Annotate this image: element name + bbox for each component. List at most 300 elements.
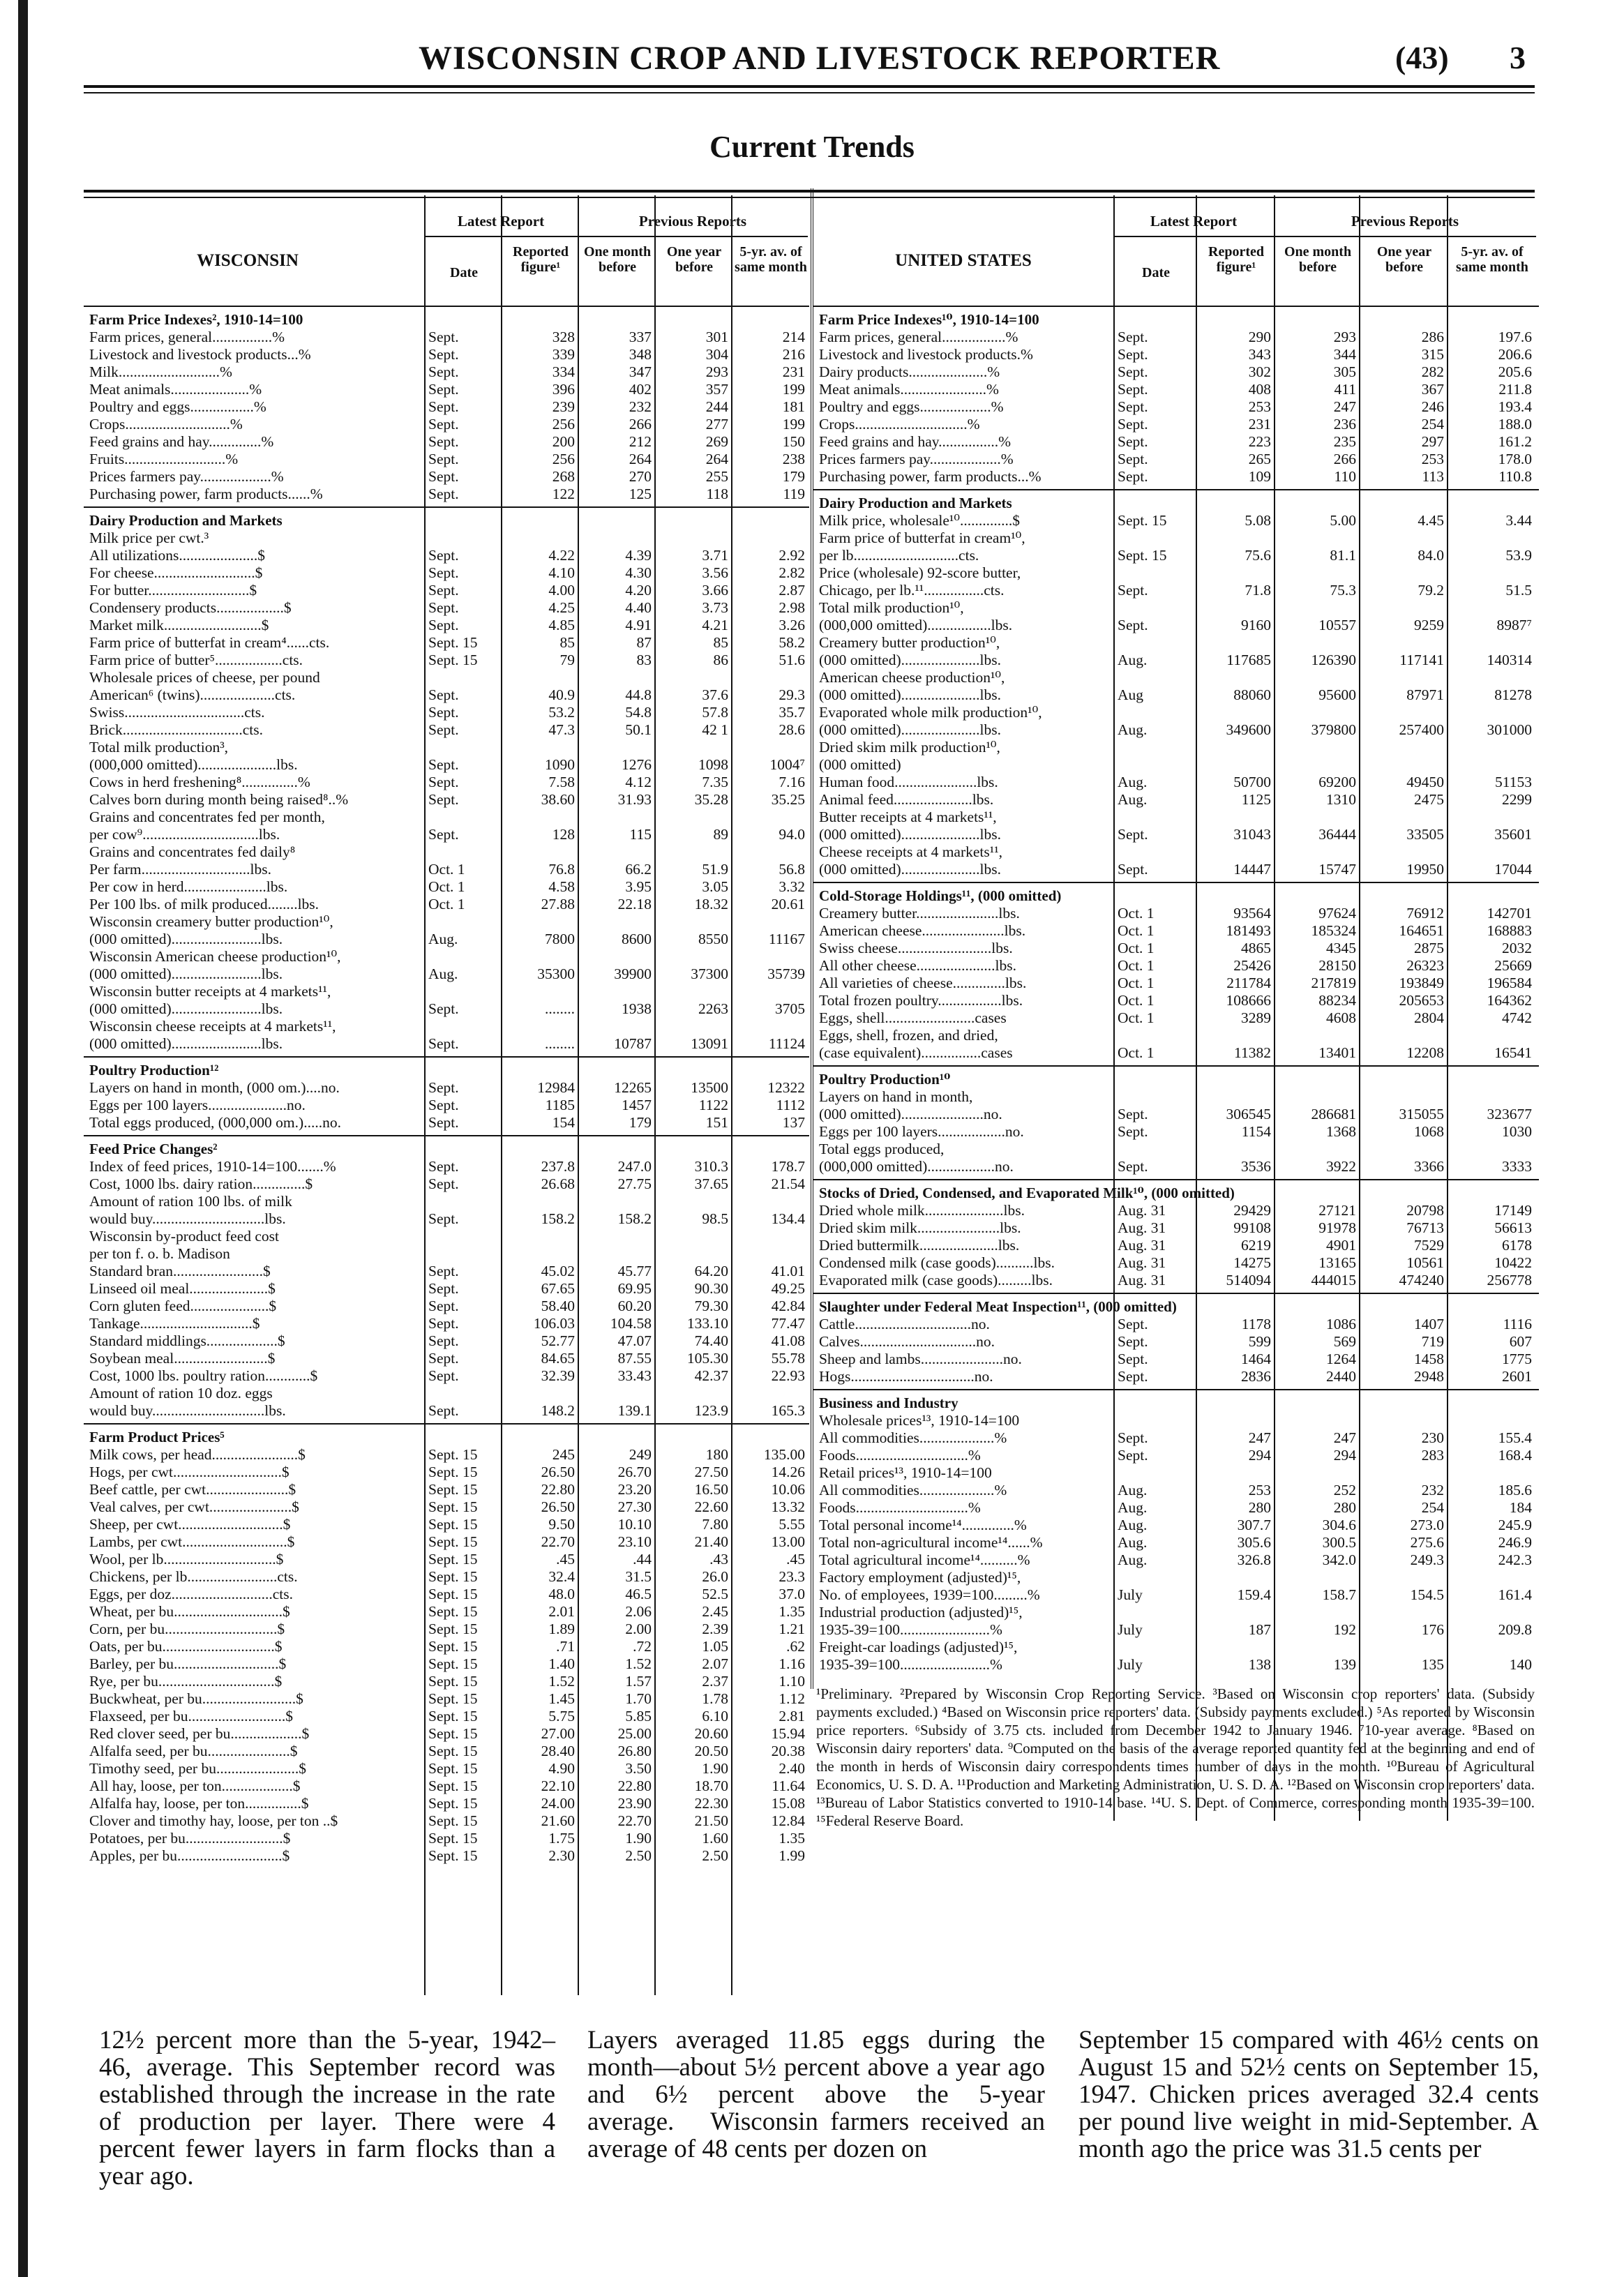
- row-label: Feed grains and hay..............%: [89, 433, 274, 450]
- cell-y: 3.66: [702, 582, 728, 599]
- cell-date: Sept.: [428, 398, 459, 415]
- cell-date: Aug. 31: [1118, 1237, 1166, 1254]
- table-row: [84, 451, 809, 468]
- table-row: [813, 1027, 1539, 1044]
- cell-rep: .45: [556, 1551, 575, 1568]
- table-row: [84, 1158, 809, 1175]
- cell-date: Aug: [1118, 686, 1144, 703]
- section-title: Current Trends: [709, 130, 915, 164]
- table-row: [813, 992, 1539, 1009]
- table-row: [84, 1446, 809, 1464]
- cell-rep: 11382: [1234, 1044, 1271, 1061]
- cell-m: 27.75: [617, 1175, 652, 1192]
- table-row: [84, 1228, 809, 1245]
- cell-y: 2263: [698, 1000, 728, 1017]
- row-label: Price (wholesale) 92-score butter,: [819, 564, 1021, 581]
- cell-rep: 265: [1248, 451, 1271, 467]
- cell-y: 22.60: [694, 1498, 728, 1515]
- row-label: Amount of ration 10 doz. eggs: [89, 1385, 273, 1401]
- table-section: [813, 1070, 1539, 1175]
- cell-rep: 231: [1248, 416, 1271, 433]
- table-row: [84, 1385, 809, 1402]
- cell-m: 22.80: [617, 1778, 652, 1794]
- table-row: [813, 451, 1539, 468]
- cell-rep: 22.80: [541, 1481, 575, 1498]
- cell-y: 20798: [1406, 1202, 1444, 1219]
- cell-date: Sept.: [1118, 416, 1148, 433]
- row-label: Index of feed prices, 1910-14=100.......%: [89, 1158, 336, 1175]
- cell-m: 23.20: [617, 1481, 652, 1498]
- cell-rep: 1.40: [548, 1655, 575, 1672]
- cell-a: 1004⁷: [769, 756, 805, 773]
- column-header-date: Date: [1142, 265, 1170, 280]
- section-rule: [813, 1293, 1539, 1294]
- table-row: [84, 913, 809, 931]
- cell-date: Sept.: [428, 363, 459, 380]
- table-row: [84, 686, 809, 704]
- cell-m: 66.2: [625, 861, 652, 878]
- cell-m: 87: [636, 634, 652, 651]
- cell-date: Aug. 31: [1118, 1219, 1166, 1236]
- table-row: [813, 1604, 1539, 1621]
- table-row: [813, 529, 1539, 547]
- cell-rep: 256: [552, 451, 575, 467]
- cell-y: 20.50: [694, 1743, 728, 1759]
- table-row: [84, 791, 809, 809]
- cell-y: 3366: [1414, 1158, 1444, 1175]
- cell-m: 104.58: [610, 1315, 652, 1332]
- cell-m: 192: [1333, 1621, 1356, 1638]
- cell-m: 27121: [1318, 1202, 1356, 1219]
- table-row: [813, 1639, 1539, 1656]
- cell-date: Oct. 1: [428, 861, 465, 878]
- section-heading: Dairy Production and Markets: [819, 495, 1012, 511]
- row-label: Wholesale prices of cheese, per pound: [89, 669, 320, 686]
- cell-rep: 187: [1248, 1621, 1271, 1638]
- cell-date: Sept. 15: [428, 1847, 478, 1864]
- cell-a: 110.8: [1498, 468, 1532, 485]
- cell-y: 1.78: [702, 1690, 728, 1707]
- row-label: (000 omitted)........................lbs.: [89, 1000, 283, 1017]
- cell-a: 56.8: [779, 861, 805, 878]
- cell-rep: 599: [1248, 1333, 1271, 1350]
- row-label: Livestock and livestock products.%: [819, 346, 1033, 363]
- cell-y: 6.10: [702, 1708, 728, 1724]
- cell-a: 81278: [1494, 686, 1532, 703]
- table-row: [813, 433, 1539, 451]
- cell-date: Sept.: [1118, 1333, 1148, 1350]
- cell-y: 1122: [698, 1097, 728, 1113]
- cell-m: 31.93: [617, 791, 652, 808]
- row-label: All hay, loose, per ton...................$: [89, 1778, 301, 1794]
- cell-rep: 88060: [1233, 686, 1271, 703]
- table-row: [813, 1202, 1539, 1219]
- section-heading: Farm Product Prices⁵: [89, 1429, 225, 1445]
- row-label: Corn gluten feed.....................$: [89, 1298, 277, 1314]
- cell-date: Sept. 15: [428, 1778, 478, 1794]
- cell-date: Sept.: [428, 1000, 459, 1017]
- cell-rep: 305.6: [1237, 1534, 1271, 1551]
- table-row: [84, 346, 809, 363]
- cell-a: 196584: [1487, 975, 1532, 991]
- row-label: Beef cattle, per cwt......................$: [89, 1481, 296, 1498]
- cell-date: Sept.: [428, 416, 459, 433]
- cell-m: 95600: [1318, 686, 1356, 703]
- page-header: [84, 36, 1535, 85]
- cell-m: 1938: [622, 1000, 652, 1017]
- table-row: [84, 948, 809, 965]
- cell-date: Sept.: [428, 1263, 459, 1279]
- section-rule: [813, 882, 1539, 883]
- table-row: [84, 1847, 809, 1865]
- cell-date: Sept.: [1118, 329, 1148, 345]
- cell-m: 2.06: [625, 1603, 652, 1620]
- row-label: Wisconsin cheese receipts at 4 markets¹¹,: [89, 1018, 336, 1035]
- cell-y: 3.56: [702, 564, 728, 581]
- table-row: [84, 564, 809, 582]
- cell-a: 245.9: [1498, 1517, 1532, 1533]
- table-row: [84, 1402, 809, 1420]
- cell-m: 26.70: [617, 1464, 652, 1480]
- cell-a: 35.25: [771, 791, 805, 808]
- cell-date: Sept.: [1118, 617, 1148, 633]
- table-row: [84, 983, 809, 1000]
- cell-y: 22.30: [694, 1795, 728, 1812]
- row-label: Foods..............................%: [819, 1447, 981, 1464]
- table-row: [84, 1621, 809, 1638]
- cell-a: 17149: [1494, 1202, 1532, 1219]
- cell-m: 4.39: [625, 547, 652, 564]
- section-rule: [84, 506, 809, 508]
- cell-rep: 35300: [537, 965, 575, 982]
- cell-m: 4.20: [625, 582, 652, 599]
- cell-a: 2601: [1502, 1368, 1532, 1385]
- table-row: [84, 843, 809, 861]
- cell-m: 266: [1333, 451, 1356, 467]
- cell-a: 209.8: [1498, 1621, 1532, 1638]
- cell-m: 252: [1333, 1482, 1356, 1498]
- body-column-1: 12½ percent more than the 5-year, 1942–46, average. This September record was established through the increase in the rate of production per layer. There were 4 percent fewer layers in farm flocks than a year ago.: [99, 2026, 555, 2190]
- row-label: (000 omitted).....................lbs.: [819, 721, 1001, 738]
- cell-rep: 29429: [1233, 1202, 1271, 1219]
- cell-date: Sept.: [428, 582, 459, 599]
- cell-y: 244: [705, 398, 728, 415]
- row-label: Poultry and eggs...................%: [819, 398, 1004, 415]
- row-label: Farm price of butterfat in cream⁴......cts.: [89, 634, 330, 651]
- cell-a: 17044: [1494, 861, 1532, 878]
- table-section: [813, 1298, 1539, 1385]
- row-label: Eggs per 100 layers..................no.: [819, 1123, 1024, 1140]
- row-label: Meat animals.......................%: [819, 381, 999, 398]
- table-row: [813, 905, 1539, 922]
- cell-rep: 2.30: [548, 1847, 575, 1864]
- table-row: [813, 329, 1539, 346]
- cell-y: 3.71: [702, 547, 728, 564]
- cell-a: 2.87: [779, 582, 805, 599]
- cell-m: 46.5: [625, 1586, 652, 1602]
- cell-m: 266: [629, 416, 652, 433]
- cell-a: 3333: [1502, 1158, 1532, 1175]
- table-section: [813, 1184, 1539, 1289]
- cell-m: 5.85: [625, 1708, 652, 1724]
- cell-m: 300.5: [1322, 1534, 1356, 1551]
- cell-rep: 27.00: [541, 1725, 575, 1742]
- cell-date: Aug. 31: [1118, 1254, 1166, 1271]
- table-row: [84, 381, 809, 398]
- row-label: Wholesale prices¹³, 1910-14=100: [819, 1412, 1020, 1429]
- row-label: Meat animals.....................%: [89, 381, 262, 398]
- row-label: Clover and timothy hay, loose, per ton ..$: [89, 1812, 338, 1829]
- table-section: [84, 1428, 809, 1865]
- cell-m: 23.10: [617, 1533, 652, 1550]
- row-label: Factory employment (adjusted)¹⁵,: [819, 1569, 1021, 1586]
- cell-m: 185324: [1311, 922, 1356, 939]
- cell-m: 60.20: [617, 1298, 652, 1314]
- cell-m: 75.3: [1330, 582, 1356, 599]
- cell-rep: 45.02: [541, 1263, 575, 1279]
- table-row: [84, 861, 809, 878]
- cell-a: 3.44: [1505, 512, 1532, 529]
- table-row: [84, 1708, 809, 1725]
- cell-m: 3922: [1326, 1158, 1356, 1175]
- column-header-year: One year before: [1376, 244, 1432, 275]
- table-row: [84, 1481, 809, 1498]
- table-row: [84, 704, 809, 721]
- row-label: Chicago, per lb.¹¹................cts.: [819, 582, 1005, 599]
- cell-y: 89: [713, 826, 728, 843]
- cell-m: .72: [633, 1638, 652, 1655]
- cell-y: 1.90: [702, 1760, 728, 1777]
- cell-m: 10557: [1318, 617, 1356, 633]
- row-label: Milk price, wholesale¹⁰..............$: [819, 512, 1020, 529]
- cell-date: Sept.: [1118, 363, 1148, 380]
- cell-a: 22.93: [771, 1367, 805, 1384]
- cell-rep: 237.8: [541, 1158, 575, 1175]
- cell-y: 310.3: [694, 1158, 728, 1175]
- table-row: [84, 1114, 809, 1132]
- cell-y: 164651: [1399, 922, 1444, 939]
- cell-y: 7.35: [702, 774, 728, 790]
- cell-date: Aug.: [1118, 1482, 1148, 1498]
- cell-y: 42 1: [702, 721, 728, 738]
- cell-a: 35601: [1494, 826, 1532, 843]
- table-row: [813, 721, 1539, 739]
- cell-y: 151: [705, 1114, 728, 1131]
- cell-a: 1112: [776, 1097, 805, 1113]
- cell-date: Sept.: [428, 468, 459, 485]
- cell-date: Sept.: [428, 486, 459, 502]
- row-label: Market milk..........................$: [89, 617, 269, 633]
- cell-a: 13.32: [771, 1498, 805, 1515]
- table-row: [84, 1315, 809, 1332]
- cell-date: Sept.: [1118, 1123, 1148, 1140]
- cell-date: Sept.: [428, 1367, 459, 1384]
- cell-rep: 4.22: [548, 547, 575, 564]
- cell-rep: 108666: [1226, 992, 1271, 1009]
- row-label: Evaporated whole milk production¹⁰,: [819, 704, 1042, 721]
- cell-m: 347: [629, 363, 652, 380]
- cell-m: 344: [1333, 346, 1356, 363]
- table-row: [813, 512, 1539, 529]
- table-row: [813, 940, 1539, 957]
- section-heading: Dairy Production and Markets: [89, 512, 283, 529]
- table-row: [813, 1534, 1539, 1551]
- row-label: Wisconsin by-product feed cost: [89, 1228, 279, 1245]
- cell-m: 31.5: [625, 1568, 652, 1585]
- cell-a: 28.6: [779, 721, 805, 738]
- cell-rep: 106.03: [533, 1315, 575, 1332]
- cell-y: 277: [705, 416, 728, 433]
- row-label: Total milk production¹⁰,: [819, 599, 964, 616]
- row-label: Tankage..............................$: [89, 1315, 260, 1332]
- cell-y: 90.30: [694, 1280, 728, 1297]
- cell-m: 2440: [1326, 1368, 1356, 1385]
- section-heading: Stocks of Dried, Condensed, and Evaporated Milk¹⁰, (000 omitted): [819, 1185, 1235, 1201]
- cell-m: 249: [629, 1446, 652, 1463]
- cell-rep: 328: [552, 329, 575, 345]
- section-rule: [813, 1065, 1539, 1067]
- cell-y: 180: [705, 1446, 728, 1463]
- cell-date: Aug.: [1118, 721, 1148, 738]
- row-label: (000,000 omitted).................lbs.: [819, 617, 1013, 633]
- section-heading: Slaughter under Federal Meat Inspection¹¹, (000 omitted): [819, 1298, 1177, 1315]
- row-label: per ton f. o. b. Madison: [89, 1245, 230, 1262]
- cell-m: 158.7: [1322, 1586, 1356, 1603]
- cell-y: 113: [1422, 468, 1444, 485]
- cell-a: 25669: [1494, 957, 1532, 974]
- cell-date: July: [1118, 1656, 1143, 1673]
- column-header-month: One month before: [583, 244, 652, 275]
- cell-m: 91978: [1318, 1219, 1356, 1236]
- cell-date: Oct. 1: [428, 878, 465, 895]
- row-label: Dried whole milk.....................lbs.: [819, 1202, 1025, 1219]
- cell-y: 76713: [1406, 1219, 1444, 1236]
- cell-y: 1.05: [702, 1638, 728, 1655]
- cell-rep: 117685: [1226, 652, 1271, 668]
- cell-date: Sept.: [428, 599, 459, 616]
- cell-a: 188.0: [1498, 416, 1532, 433]
- row-label: Evaporated milk (case goods).........lbs.: [819, 1272, 1053, 1288]
- cell-m: 12265: [614, 1079, 652, 1096]
- section-heading: Business and Industry: [819, 1395, 958, 1411]
- cell-m: 342.0: [1322, 1551, 1356, 1568]
- row-label: Farm prices, general.................%: [819, 329, 1018, 345]
- cell-a: 1116: [1503, 1316, 1532, 1332]
- cell-y: 2.39: [702, 1621, 728, 1637]
- cell-m: 13401: [1318, 1044, 1356, 1061]
- row-label: Swiss cheese.........................lbs.: [819, 940, 1013, 956]
- cell-y: 2875: [1414, 940, 1444, 956]
- table-row: [813, 1656, 1539, 1674]
- row-label: Dairy products.....................%: [819, 363, 1000, 380]
- table-row: [84, 1533, 809, 1551]
- table-row: [84, 1603, 809, 1621]
- cell-date: Sept. 15: [428, 1725, 478, 1742]
- column-header-month: One month before: [1284, 244, 1352, 275]
- table-row: [84, 1298, 809, 1315]
- row-label: All utilizations.....................$: [89, 547, 266, 564]
- row-label: Cheese receipts at 4 markets¹¹,: [819, 843, 1003, 860]
- cell-a: 1.16: [779, 1655, 805, 1672]
- cell-rep: 40.9: [548, 686, 575, 703]
- cell-date: Sept.: [428, 1079, 459, 1096]
- cell-m: 4.30: [625, 564, 652, 581]
- cell-m: 44.8: [625, 686, 652, 703]
- row-label: Per 100 lbs. of milk produced........lbs.: [89, 896, 319, 912]
- section-heading: Poultry Production¹⁰: [819, 1071, 951, 1088]
- cell-m: 97624: [1318, 905, 1356, 922]
- table-row: [813, 975, 1539, 992]
- table-row: [813, 547, 1539, 564]
- body-column-2: Layers averaged 11.85 eggs during the month—about 5½ percent above a year ago and 6½ percent above the 5-year average. Wisconsin farmers received an average of 48 cents per dozen on: [587, 2026, 1045, 2163]
- cell-date: Oct. 1: [1118, 1044, 1155, 1061]
- cell-y: 253: [1421, 451, 1444, 467]
- cell-a: 20.38: [771, 1743, 805, 1759]
- cell-rep: 48.0: [548, 1586, 575, 1602]
- row-label: Veal calves, per cwt......................$: [89, 1498, 299, 1515]
- wisconsin-table: [84, 188, 809, 1880]
- cell-m: 5.00: [1330, 512, 1356, 529]
- cell-a: 1.21: [779, 1621, 805, 1637]
- table-row: [813, 756, 1539, 774]
- row-label: Prices farmers pay...................%: [89, 468, 284, 485]
- cell-date: Sept. 15: [428, 1830, 478, 1847]
- cell-rep: 1178: [1241, 1316, 1271, 1332]
- cell-date: Sept.: [1118, 468, 1148, 485]
- cell-y: 474240: [1399, 1272, 1444, 1288]
- cell-m: 348: [629, 346, 652, 363]
- cell-y: 254: [1421, 416, 1444, 433]
- cell-m: 158.2: [617, 1210, 652, 1227]
- header-bottom-rule: [84, 306, 809, 307]
- cell-a: 242.3: [1498, 1551, 1532, 1568]
- cell-date: Sept. 15: [428, 1603, 478, 1620]
- table-row: [813, 843, 1539, 861]
- row-label: Amount of ration 100 lbs. of milk: [89, 1193, 292, 1210]
- cell-m: 26.80: [617, 1743, 652, 1759]
- cell-a: 15.08: [771, 1795, 805, 1812]
- table-row: [84, 634, 809, 652]
- cell-date: Sept.: [1118, 1316, 1148, 1332]
- cell-m: 13165: [1318, 1254, 1356, 1271]
- row-label: Buckwheat, per bu.........................$: [89, 1690, 303, 1707]
- cell-date: Sept. 15: [428, 1795, 478, 1812]
- table-row: [84, 1812, 809, 1830]
- table-section: [84, 1061, 809, 1132]
- cell-a: 35739: [767, 965, 805, 982]
- row-label: Oats, per bu..............................$: [89, 1638, 283, 1655]
- cell-rep: 53.2: [548, 704, 575, 721]
- cell-y: .43: [709, 1551, 728, 1568]
- cell-date: Sept. 15: [428, 1498, 478, 1515]
- table-row: [84, 1464, 809, 1481]
- cell-rep: 2.01: [548, 1603, 575, 1620]
- cell-y: 2804: [1414, 1009, 1444, 1026]
- cell-rep: 26.50: [541, 1498, 575, 1515]
- cell-rep: 280: [1248, 1499, 1271, 1516]
- cell-y: 246: [1421, 398, 1444, 415]
- cell-m: 45.77: [617, 1263, 652, 1279]
- cell-rep: 52.77: [541, 1332, 575, 1349]
- cell-m: 1.57: [625, 1673, 652, 1690]
- cell-date: Sept. 15: [428, 1551, 478, 1568]
- cell-a: .45: [786, 1551, 805, 1568]
- cell-m: 81.1: [1330, 547, 1356, 564]
- section-rule: [84, 1135, 809, 1136]
- cell-y: 293: [705, 363, 728, 380]
- table-row: [813, 957, 1539, 975]
- cell-a: 49.25: [771, 1280, 805, 1297]
